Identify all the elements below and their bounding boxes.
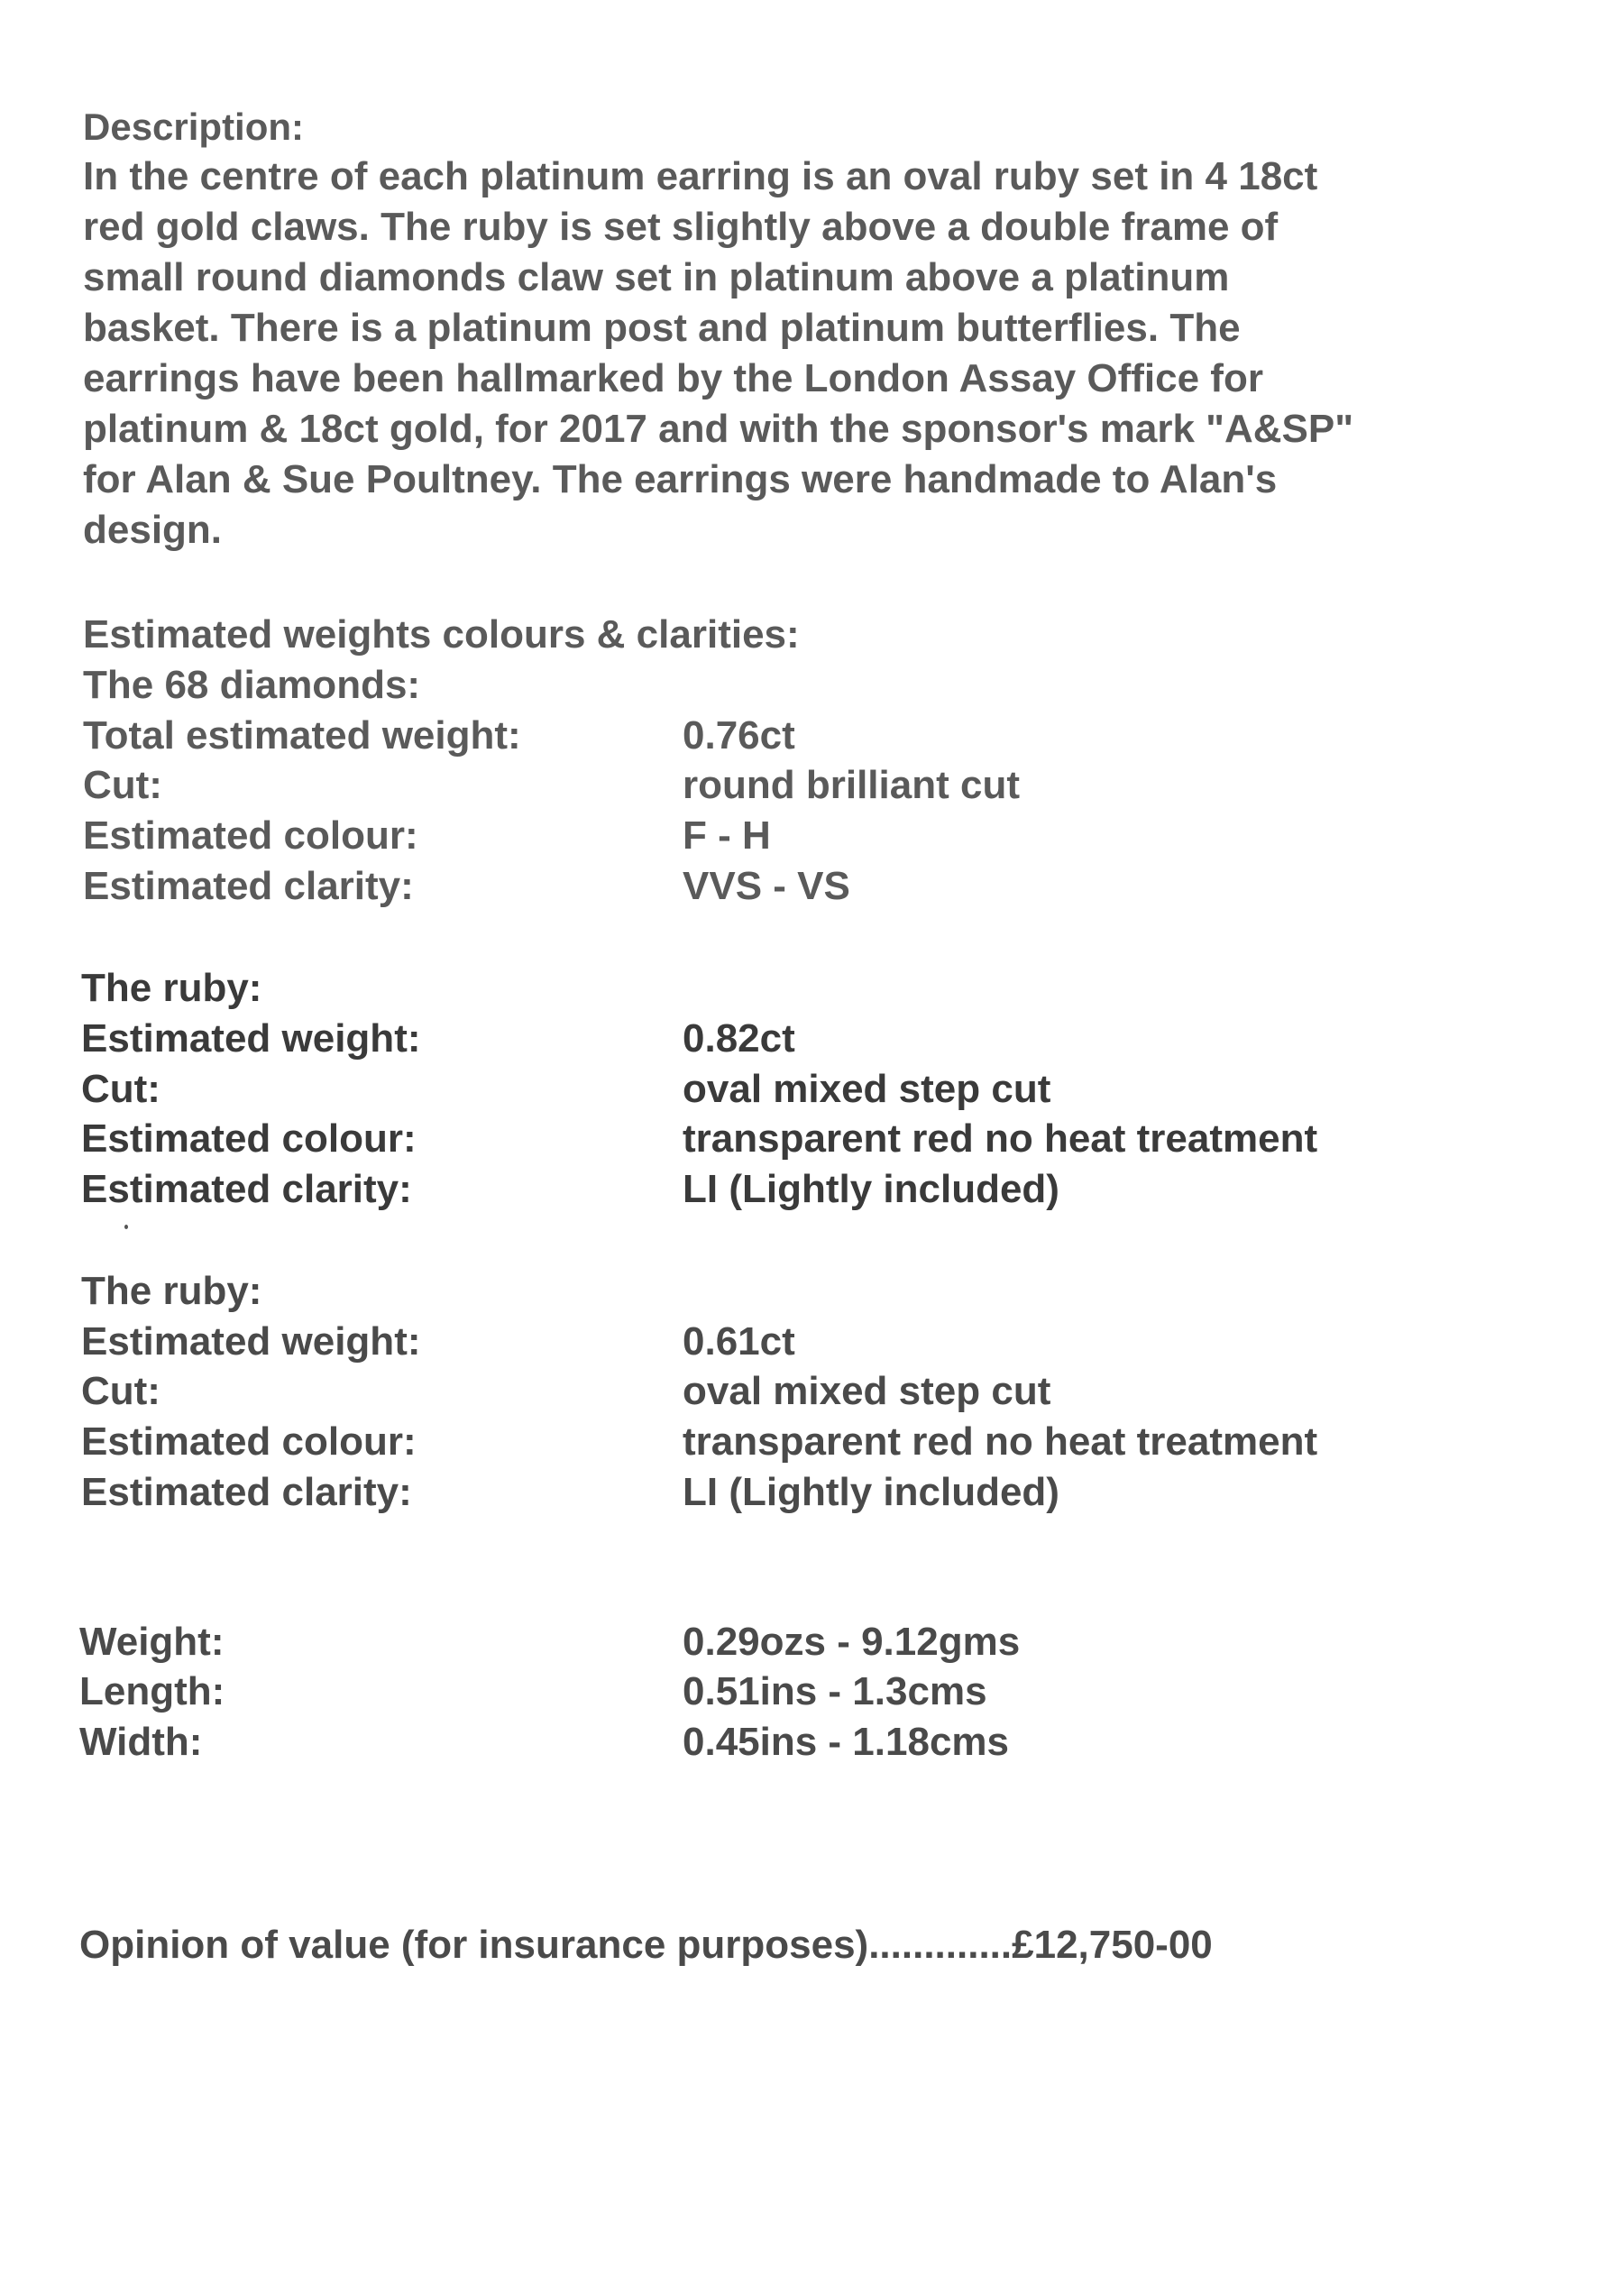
ruby1-label-clarity: Estimated clarity: <box>81 1167 412 1211</box>
diamond-value-clarity: VVS - VS <box>683 864 850 908</box>
ruby1-label-weight: Estimated weight: <box>81 1016 421 1061</box>
description-line: design. <box>83 508 223 552</box>
diamond-value-weight: 0.76ct <box>683 713 795 758</box>
ruby1-value-colour: transparent red no heat treatment <box>683 1116 1318 1161</box>
estimates-heading: Estimated weights colours & clarities: <box>83 612 800 657</box>
measure-label-length: Length: <box>79 1669 225 1713</box>
ruby2-value-cut: oval mixed step cut <box>683 1369 1051 1413</box>
ruby1-label-colour: Estimated colour: <box>81 1116 417 1161</box>
ruby2-value-weight: 0.61ct <box>683 1319 795 1364</box>
measure-label-weight: Weight: <box>79 1620 225 1664</box>
ruby1-value-weight: 0.82ct <box>683 1016 795 1061</box>
ruby2-label-clarity: Estimated clarity: <box>81 1470 412 1514</box>
diamond-label-cut: Cut: <box>83 763 162 807</box>
diamond-label-weight: Total estimated weight: <box>83 713 521 758</box>
ruby2-value-clarity: LI (Lightly included) <box>683 1470 1059 1514</box>
measure-label-width: Width: <box>79 1720 203 1764</box>
ruby2-label-cut: Cut: <box>81 1369 160 1413</box>
scan-speck <box>124 1225 128 1229</box>
description-line: In the centre of each platinum earring is an oval ruby set in 4 18ct <box>83 154 1318 198</box>
description-line: earrings have been hallmarked by the London Assay Office for <box>83 356 1263 400</box>
measure-value-length: 0.51ins - 1.3cms <box>683 1669 987 1713</box>
diamond-value-cut: round brilliant cut <box>683 763 1020 807</box>
diamond-label-colour: Estimated colour: <box>83 813 418 858</box>
ruby2-value-colour: transparent red no heat treatment <box>683 1419 1318 1464</box>
description-line: basket. There is a platinum post and platinum butterflies. The <box>83 306 1241 350</box>
diamond-label-clarity: Estimated clarity: <box>83 864 414 908</box>
description-heading: Description: <box>83 106 305 148</box>
ruby2-label-weight: Estimated weight: <box>81 1319 421 1364</box>
description-line: platinum & 18ct gold, for 2017 and with the sponsor's mark "A&SP" <box>83 407 1354 451</box>
ruby1-title: The ruby: <box>81 966 262 1010</box>
ruby2-label-colour: Estimated colour: <box>81 1419 417 1464</box>
valuation-line: Opinion of value (for insurance purposes).............£12,750-00 <box>79 1923 1213 1967</box>
measure-value-weight: 0.29ozs - 9.12gms <box>683 1620 1021 1664</box>
ruby2-title: The ruby: <box>81 1269 262 1313</box>
ruby1-label-cut: Cut: <box>81 1067 160 1111</box>
ruby1-value-clarity: LI (Lightly included) <box>683 1167 1059 1211</box>
description-line: red gold claws. The ruby is set slightly above a double frame of <box>83 205 1279 249</box>
measure-value-width: 0.45ins - 1.18cms <box>683 1720 1010 1764</box>
description-line: small round diamonds claw set in platinum above a platinum <box>83 255 1230 299</box>
description-line: for Alan & Sue Poultney. The earrings were handmade to Alan's <box>83 457 1278 501</box>
diamonds-title: The 68 diamonds: <box>83 663 421 707</box>
ruby1-value-cut: oval mixed step cut <box>683 1067 1051 1111</box>
diamond-value-colour: F - H <box>683 813 771 858</box>
